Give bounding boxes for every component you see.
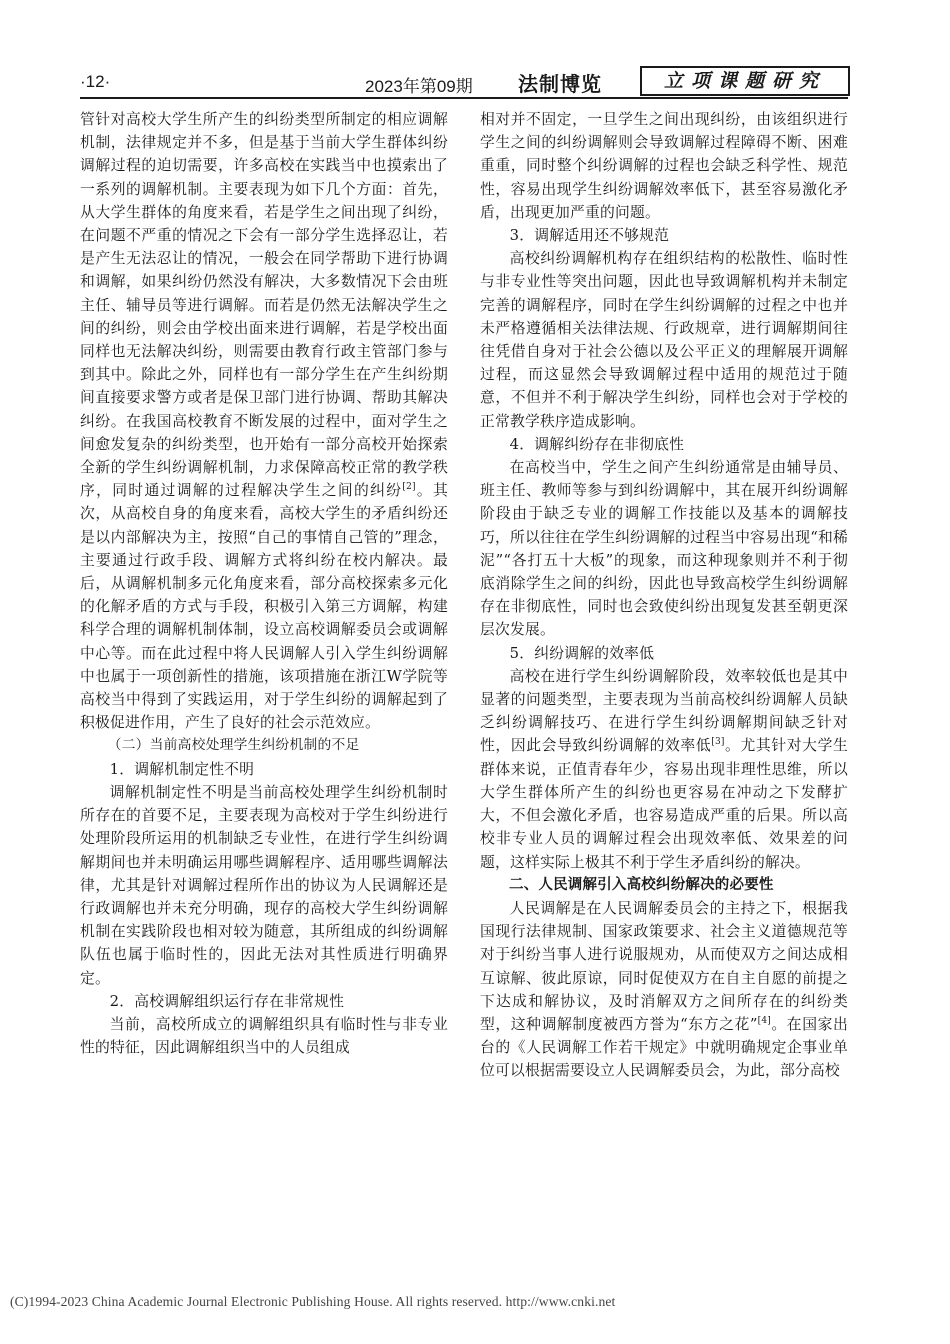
paragraph: 调解机制定性不明是当前高校处理学生纠纷机制时所存在的首要不足，主要表现为高校对于学生纠纷进行处理阶段所运用的机制缺乏专业性，在进行学生纠纷调解期间也并未明确运用哪些调解程序、适用哪些调解法律，尤其是针对调解过程所作出的协议为人民调解还是行政调解也并未充分明确，现存的高校大学生纠纷调解机制在实践阶段也相对较为随意，其所组成的纠纷调解队伍也属于临时性的，因此无法对其性质进行明确界定。	[80, 783, 448, 987]
header-rule	[80, 97, 848, 99]
citation-ref: [2]	[402, 482, 416, 493]
section-heading-2: （二）当前高校处理学生纠纷机制的不足	[107, 737, 360, 754]
subheading-2: 2．高校调解组织运行存在非常规性	[109, 992, 345, 1010]
paragraph-text: 。其次，从高校自身的角度来看，高校大学生的矛盾纠纷还是以内部解决为主，按照“自己的事情自己管的”理念，主要通过行政手段、调解方式将纠纷在校内解决。最后，从调解机制多元化角度来看，部分高校探索多元化的化解矛盾的方式与手段，积极引入第三方调解，构建科学合理的调解机制体制，设立高校调解委员会或调解中心等。而在此过程中将人民调解人引入学生纠纷调解中也属于一项创新性的措施，该项措施在浙江W学院等高校当中得到了实践运用，对于学生纠纷的调解起到了积极促进作用，产生了良好的社会示范效应。	[80, 482, 448, 732]
copyright-footer: (C)1994-2023 China Academic Journal Electronic Publishing House. All rights reserved. http://www.cnki.net	[10, 1294, 616, 1309]
page-number: ·12·	[80, 72, 111, 91]
paragraph	[480, 897, 848, 1083]
paragraph-text: 高校在进行学生纠纷调解阶段，效率较低也是其中显著的问题类型，主要表现为当前高校纠纷调解人员缺乏纠纷调解技巧、在进行学生纠纷调解期间缺乏针对性，因此会导致纠纷调解的效率低	[480, 667, 848, 755]
paragraph: 当前，高校所成立的调解组织具有临时性与非专业性的特征，因此调解组织当中的人员组成	[80, 1015, 448, 1057]
paragraph: 在高校当中，学生之间产生纠纷通常是由辅导员、班主任、教师等参与到纠纷调解中，其在展开纠纷调解阶段由于缺乏专业的调解工作技能以及基本的调解技巧，所以往往在学生纠纷调解的过程当中容易出现“和稀泥”“各打五十大板”的现象，而这种现象则并不利于彻底消除学生之间的纠纷，因此也导致高校学生纠纷调解存在非彻底性，同时也会致使纠纷出现复发甚至朝更深层次发展。	[480, 459, 848, 639]
column-name-box: 立项课题研究	[640, 66, 850, 96]
section-heading-main: 二、人民调解引入高校纠纷解决的必要性	[509, 876, 774, 893]
paragraph-text: 管针对高校大学生所产生的纠纷类型所制定的相应调解机制，法律规定并不多，但是基于当前大学生群体纠纷调解过程的迫切需要，许多高校在实践当中也摸索出了一系列的调解机制。主要表现为如下几个方面：首先，从大学生群体的角度来看，若是学生之间出现了纠纷，在问题不严重的情况之下会有一部分学生选择忍让，若是产生无法忍让的情况，一般会在同学帮助下进行协调和调解，如果纠纷仍然没有解决，大多数情况下会由班主任、辅导员等进行调解。而若是仍然无法解决学生之间的纠纷，则会由学校出面来进行调解，若是学校出面同样也无法解决纠纷，则需要由教育行政主管部门参与到其中。除此之外，同样也有一部分学生在产生纠纷期间直接要求警方或者是保卫部门进行协调、帮助其解决纠纷。在我国高校教育不断发展的过程中，面对学生之间愈发复杂的纠纷类型，也开始有一部分高校开始探索全新的学生纠纷调解机制，力求保障高校正常的教学秩序，同时通过调解的过程解决学生之间的纠纷	[80, 111, 448, 500]
paragraph-text: 。尤其针对大学生群体来说，正值青春年少，容易出现非理性思维，所以大学生群体所产生的纠纷也更容易在冲动之下发酵扩大，不但会激化矛盾，也容易造成严重的后果。所以高校非专业人员的调解过程会出现效率低、效果差的问题，这样实际上极其不利于学生矛盾纠纷的解决。	[480, 737, 848, 871]
paragraph-continuation: 相对并不固定，一旦学生之间出现纠纷，由该组织进行学生之间的纠纷调解则会导致调解过程障碍不断、困难重重，同时整个纠纷调解的过程也会缺乏科学性、规范性，容易出现学生纠纷调解效率低下，甚至容易激化矛盾，出现更加严重的问题。	[480, 111, 848, 221]
paragraph-text: 。在国家出台的《人民调解工作若干规定》中就明确规定企事业单位可以根据需要设立人民调解委员会，为此，部分高校	[480, 1015, 848, 1080]
left-column	[80, 108, 448, 1278]
subheading-1: 1．调解机制定性不明	[109, 760, 255, 778]
subheading-5: 5．纠纷调解的效率低	[509, 644, 655, 662]
citation-ref: [3]	[711, 737, 725, 748]
journal-name: 法制博览	[518, 72, 602, 96]
citation-ref: [4]	[757, 1016, 772, 1026]
right-column	[480, 108, 848, 1278]
paragraph	[480, 665, 848, 874]
page-header	[80, 66, 848, 96]
subheading-3: 3．调解适用还不够规范	[509, 227, 670, 245]
subheading-4: 4．调解纠纷存在非彻底性	[509, 435, 685, 453]
paragraph-text: 人民调解是在人民调解委员会的主持之下，根据我国现行法律规制、国家政策要求、社会主义道德规范等对于纠纷当事人进行说服规劝，从而使双方之间达成相互谅解、彼此原谅，同时促使双方在自主自愿的前提之下达成和解协议，及时消解双方之间所存在的纠纷类型，这种调解制度被西方誉为“东方之花”	[480, 899, 848, 1033]
paragraph: 高校纠纷调解机构存在组织结构的松散性、临时性与非专业性等突出问题，因此也导致调解机构并未制定完善的调解程序，同时在学生纠纷调解的过程之中也并未严格遵循相关法律法规、行政规章，进行调解期间往往凭借自身对于社会公德以及公平正义的理解展开调解过程，而这显然会导致调解过程中适用的规范过于随意，不但并不利于解决学生纠纷，同样也会对于学校的正常教学秩序造成影响。	[480, 250, 848, 430]
issue-label: 2023年第09期	[365, 77, 473, 96]
paragraph-continuation	[80, 108, 448, 734]
